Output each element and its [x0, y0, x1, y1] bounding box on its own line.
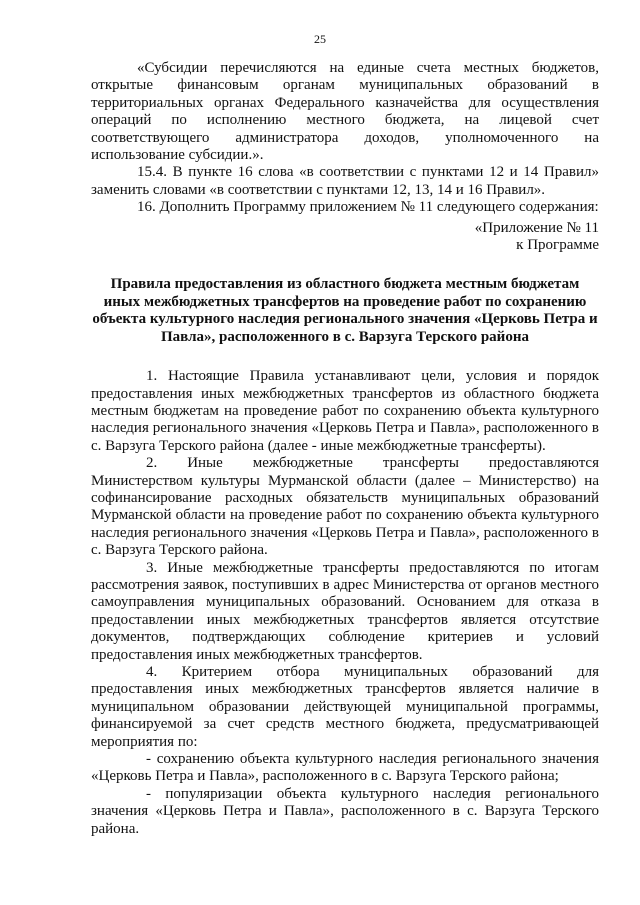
rule-paragraph-1: 1. Настоящие Правила устанавливают цели, условия и порядок предоставления иных межбюджетных трансфертов из областного бюджета местным бюджетам на проведение работ по сохранению объекта культурного наследия регионального значения «Церковь Петра и Павла», расположенного в с. Варзуга Терского района (далее - иные межбюджетные трансферты). [91, 368, 599, 454]
page-number: 25 [314, 32, 326, 46]
document-body [91, 60, 599, 838]
rule-paragraph-2: 2. Иные межбюджетные трансферты предоставляются Министерством культуры Мурманской области (далее – Министерство) на софинансирование расходных обязательств муниципальных образований Мурманской области на проведение работ по сохранению объекта культурного наследия регионального значения «Церковь Петра и Павла», расположенного в с. Варзуга Терского района. [91, 455, 599, 559]
document-title: Правила предоставления из областного бюджета местным бюджетам иных межбюджетных трансфертов на проведение работ по сохранению объекта культурного наследия регионального значения «Церковь Петра и Павла», расположенного в с. Варзуга Терского района [92, 276, 598, 345]
rule-paragraph-3: 3. Иные межбюджетные трансферты предоставляются по итогам рассмотрения заявок, поступивших в адрес Министерства от органов местного самоуправления муниципальных образований. Основанием для отказа в предоставлении иных межбюджетных трансфертов является отсутствие документов, подтверждающих соблюдение критериев и условий предоставления иных межбюджетных трансфертов. [91, 559, 599, 663]
amendment-paragraph: 15.4. В пункте 16 слова «в соответствии с пунктами 12 и 14 Правил» заменить словами «в соответствии с пунктами 12, 13, 14 и 16 Правил». [91, 164, 599, 198]
rule-paragraph-4: 4. Критерием отбора муниципальных образований для предоставления иных межбюджетных трансфертов является наличие в муниципальном образовании действующей муниципальной программы, финансируемой за счет средств местного бюджета, предусматривающей мероприятия по: [91, 664, 599, 750]
appendix-label-line2: к Программе [516, 237, 599, 254]
appendix-label-line1: «Приложение № 11 [474, 219, 599, 236]
rule-list-item-2: - популяризации объекта культурного наследия регионального значения «Церковь Петра и Павла», расположенного в с. Варзуга Терского района. [91, 785, 599, 837]
rule-list-item-1: - сохранению объекта культурного наследия регионального значения «Церковь Петра и Павла», расположенного в с. Варзуга Терского района; [91, 751, 599, 785]
appendix-add-paragraph: 16. Дополнить Программу приложением № 11 следующего содержания: [137, 199, 599, 216]
subsidy-paragraph: «Субсидии перечисляются на единые счета местных бюджетов, открытые финансовым органам муниципальных образований в территориальных органах Федерального казначейства для осуществления операций по исполнению местного бюджета, на лицевой счет соответствующего администратора доходов, уполномоченного на использование субсидии.». [91, 60, 599, 164]
